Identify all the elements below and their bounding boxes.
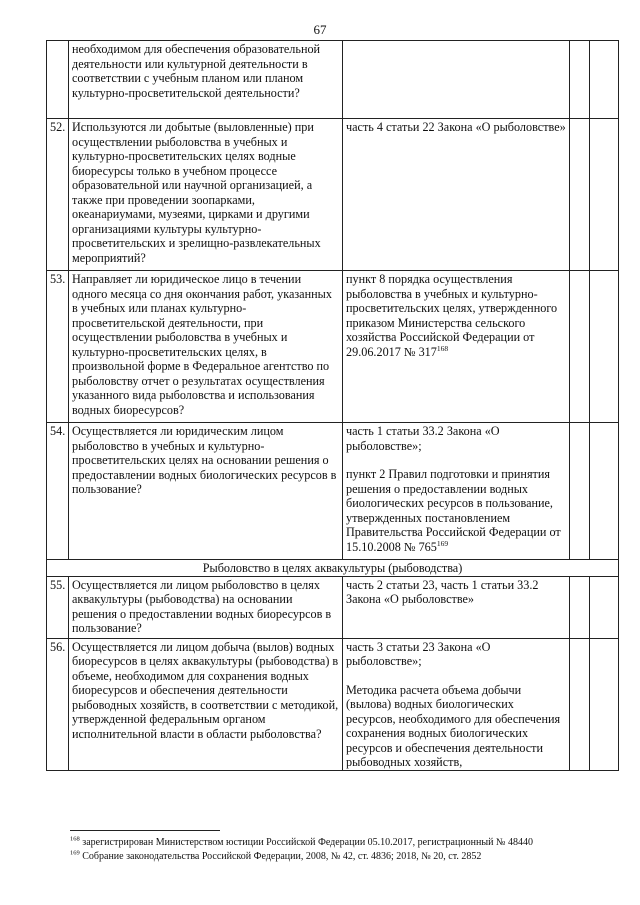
- table-row: [47, 119, 619, 271]
- question-cell: Используются ли добытые (выловленные) при осуществлении рыболовства в учебных и культурно-просветительских целях водные биоресурсы только в учебном процессе образовательной или научной организацией, а также при проведении зоопарками, океанариумами, музеями, цирками и другими организациями культуры культурно-просветительских и зрелищно-развлекательных мероприятий?: [69, 119, 343, 271]
- question-cell: Направляет ли юридическое лицо в течении одного месяца со дня окончания работ, указанных в учебных или планах культурно-просветительской деятельности, при осуществлении рыболовства в учебных и культурно-просветительских целях, в произвольной форме в Федеральное агентство по рыболовству отчет о результатах осуществления указанного вида рыболовства и использования водных биоресурсов?: [69, 271, 343, 423]
- reference-text: Методика расчета объема добычи (вылова) водных биологических ресурсов, необходимого для обеспечения сохранения водных биологических ресурсов и обеспечения деятельности рыбоводных хозяйств,: [346, 682, 561, 769]
- row-number: 56.: [47, 638, 69, 770]
- reference-text: пункт 2 Правил подготовки и принятия решения о предоставлении водных биологических ресурсов в пользование, утвержденных постановлением Правительства Российской Федерации от 15.10.2008 № 765: [346, 467, 561, 554]
- reference-text: часть 1 статьи 33.2 Закона «О рыболовстве»;: [346, 424, 500, 453]
- row-number: 54.: [47, 423, 69, 560]
- footnote-ref-168: 168: [436, 343, 449, 353]
- table-row: [47, 576, 619, 638]
- question-cell: Осуществляется ли лицом добыча (вылов) водных биоресурсов в целях аквакультуры (рыбоводства) в объеме, необходимом для сохранения водных биоресурсов и обеспечения деятельности рыбоводных хозяйств, в соответствии с методикой, утвержденной федеральным органом исполнительной власти в области рыболовства?: [69, 638, 343, 770]
- reference-text: часть 4 статьи 22 Закона «О рыболовстве»: [346, 120, 566, 134]
- empty-cell: [590, 423, 619, 560]
- reference-cell: [343, 41, 570, 119]
- empty-cell: [590, 576, 619, 638]
- checklist-table: [46, 40, 619, 771]
- empty-cell: [570, 576, 590, 638]
- empty-cell: [570, 119, 590, 271]
- footnote-169: $^{169}$ Собрание законодательства Российской Федерации, 2008, № 42, ст. 4836; 2018, № 20, ст. 2852: [70, 849, 482, 862]
- empty-cell: [590, 271, 619, 423]
- reference-text: часть 3 статьи 23 Закона «О рыболовстве»;: [346, 639, 491, 668]
- footnotes: [70, 836, 630, 864]
- footnote-ref-169: 169: [436, 538, 449, 548]
- row-number: [47, 41, 69, 119]
- question-cell: необходимом для обеспечения образовательной деятельности или культурной деятельности в соответствии с учебным планом или планом культурно-просветительской деятельности?: [69, 41, 343, 119]
- empty-cell: [590, 638, 619, 770]
- section-title: Рыболовство в целях аквакультуры (рыбоводства): [47, 560, 619, 577]
- empty-cell: [590, 41, 619, 119]
- reference-cell: [343, 271, 570, 423]
- row-number: 55.: [47, 576, 69, 638]
- empty-cell: [570, 423, 590, 560]
- page-number: 67: [313, 22, 327, 37]
- footnote-168: $^{168}$ зарегистрирован Министерством юстиции Российской Федерации 05.10.2017, регистрационный № 48440: [70, 835, 533, 848]
- row-number: 52.: [47, 119, 69, 271]
- reference-cell: [343, 423, 570, 560]
- table-row: [47, 41, 619, 119]
- reference-cell: [343, 576, 570, 638]
- empty-cell: [570, 638, 590, 770]
- table-row: [47, 638, 619, 770]
- table-body-top: [47, 41, 619, 771]
- reference-cell: [343, 638, 570, 770]
- empty-cell: [570, 271, 590, 423]
- table-row: [47, 271, 619, 423]
- reference-cell: [343, 119, 570, 271]
- reference-text: пункт 8 порядка осуществления рыболовства в учебных и культурно-просветительских целях, утвержденного приказом Министерства сельского хозяйства Российской Федерации от 29.06.2017 № 317: [346, 272, 558, 359]
- footnote-separator: [70, 830, 220, 831]
- empty-cell: [570, 41, 590, 119]
- reference-text: часть 2 статьи 23, часть 1 статьи 33.2 Закона «О рыболовстве»: [346, 577, 539, 606]
- row-number: 53.: [47, 271, 69, 423]
- section-row: [47, 560, 619, 577]
- question-cell: Осуществляется ли лицом рыболовство в целях аквакультуры (рыбоводства) на основании решения о предоставлении водных биоресурсов в пользование?: [69, 576, 343, 638]
- table-row: [47, 423, 619, 560]
- empty-cell: [590, 119, 619, 271]
- question-cell: Осуществляется ли юридическим лицом рыболовство в учебных и культурно-просветительских целях на основании решения о предоставлении водных биологических ресурсов в пользование?: [69, 423, 343, 560]
